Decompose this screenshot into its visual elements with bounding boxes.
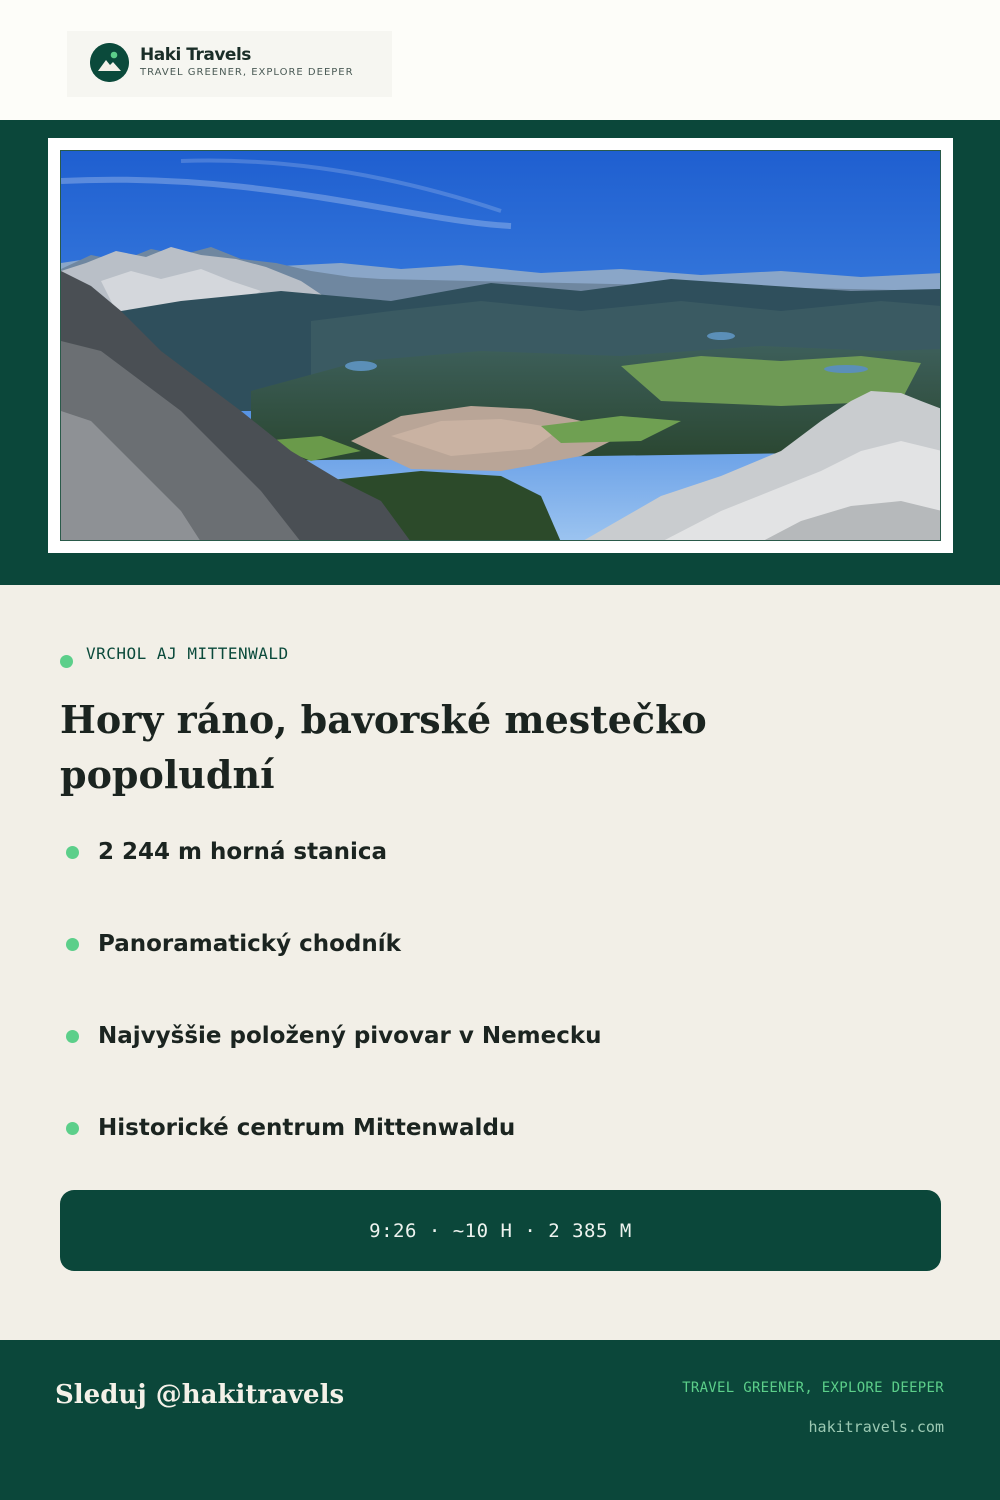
feature-label: Panoramatický chodník	[98, 931, 401, 957]
mountain-sun-icon	[90, 43, 129, 82]
bullet-dot	[66, 1122, 79, 1135]
trip-stats: 9:26 · ~10 H · 2 385 M	[369, 1219, 632, 1242]
hero-frame	[48, 138, 953, 553]
bullet-dot	[66, 938, 79, 951]
kicker-dot	[60, 655, 73, 668]
website-link[interactable]: hakitravels.com	[808, 1418, 944, 1436]
hero-section	[0, 120, 1000, 585]
footer	[0, 1340, 1000, 1500]
trip-stats-bar	[60, 1190, 941, 1271]
kicker-label: VRCHOL AJ MITTENWALD	[86, 644, 289, 663]
bullet-dot	[66, 846, 79, 859]
list-item	[66, 1108, 515, 1148]
list-item	[66, 1016, 602, 1056]
list-item	[66, 832, 387, 872]
alpine-panorama-photo	[60, 150, 941, 541]
feature-label: Najvyššie položený pivovar v Nemecku	[98, 1023, 602, 1049]
brand-name: Haki Travels	[140, 45, 251, 65]
list-item	[66, 924, 401, 964]
feature-label: Historické centrum Mittenwaldu	[98, 1115, 516, 1141]
bullet-dot	[66, 1030, 79, 1043]
brand-tagline: TRAVEL GREENER, EXPLORE DEEPER	[140, 67, 354, 78]
footer-slogan: TRAVEL GREENER, EXPLORE DEEPER	[682, 1380, 944, 1396]
logo[interactable]	[67, 31, 392, 97]
feature-label: 2 244 m horná stanica	[98, 839, 388, 865]
follow-handle-link[interactable]: Sleduj @hakitravels	[55, 1380, 345, 1410]
page-title: Hory ráno, bavorské mestečko popoludní	[60, 697, 707, 797]
header	[0, 0, 1000, 120]
